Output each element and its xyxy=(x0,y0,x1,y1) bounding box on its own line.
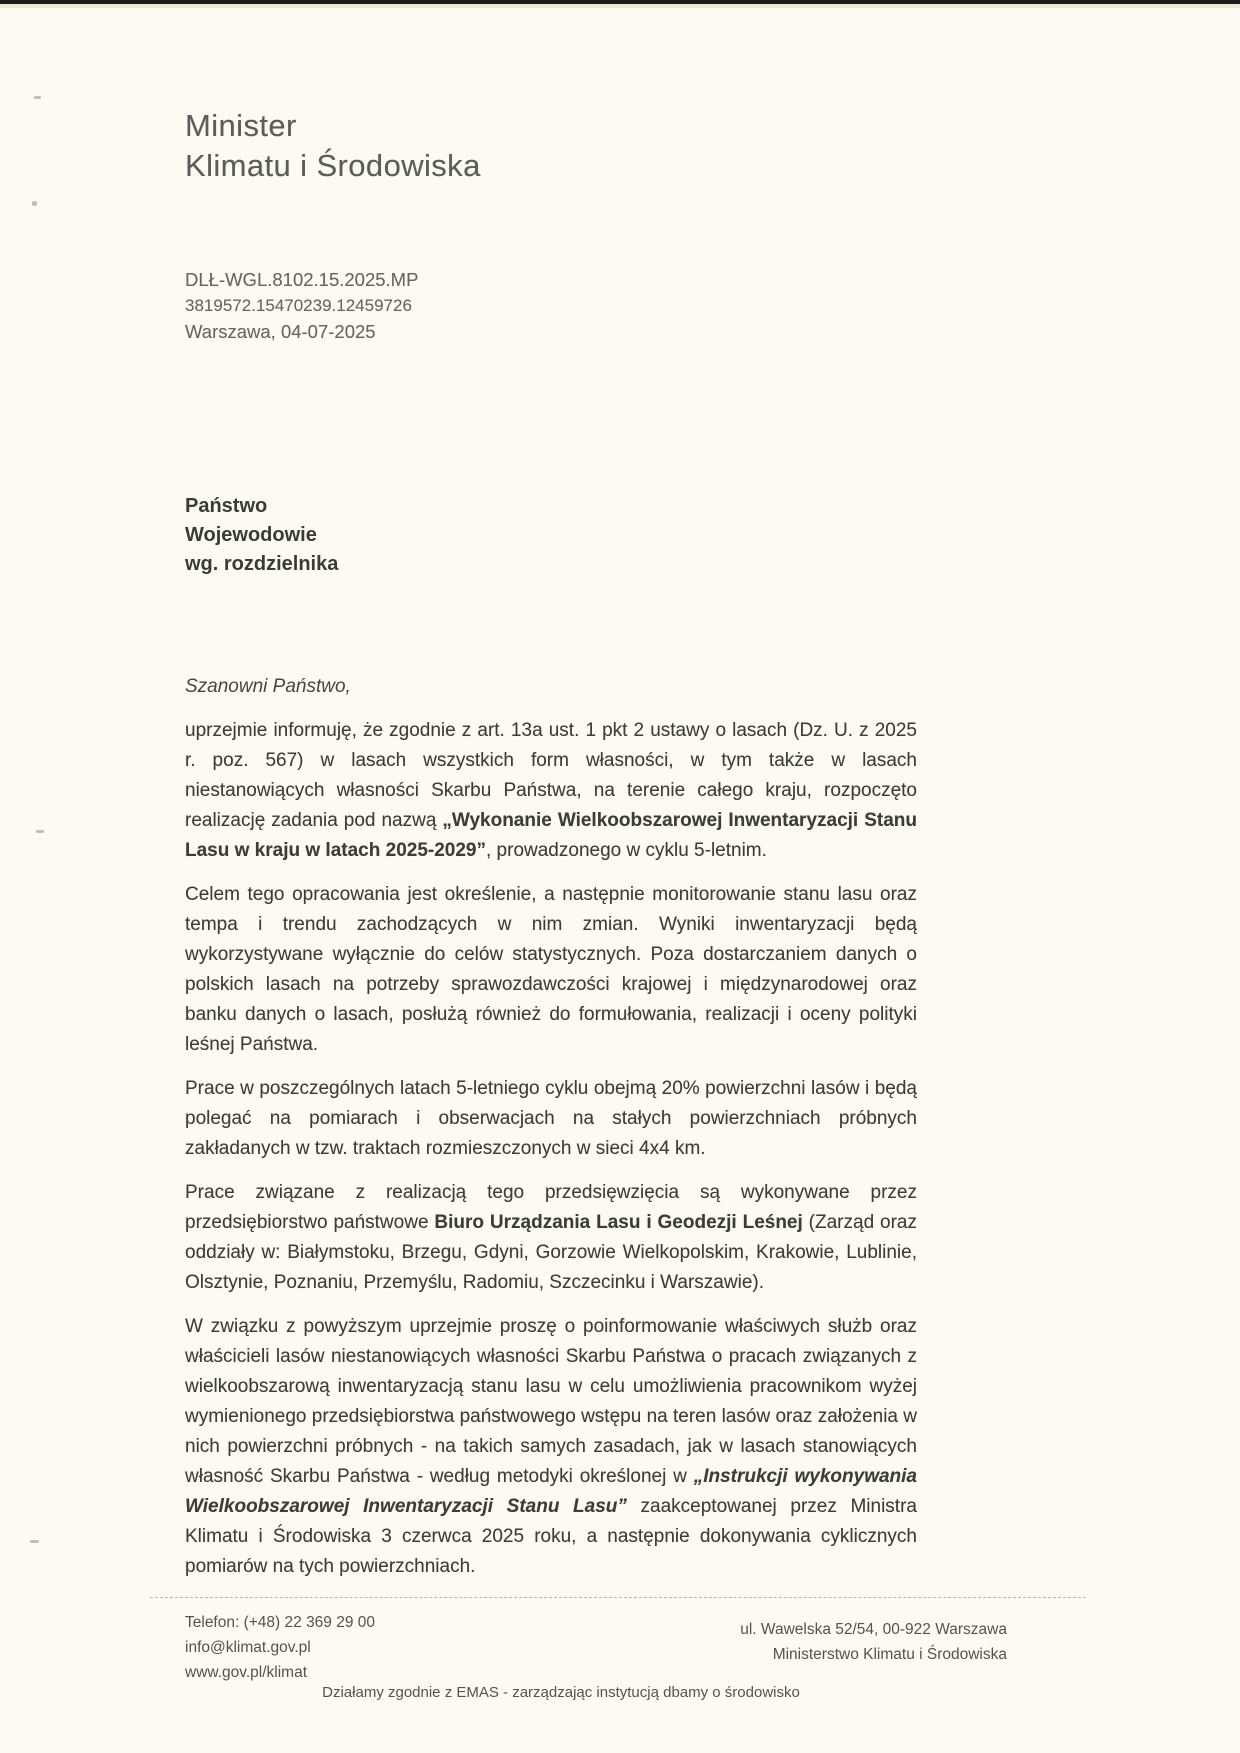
footer-contact-block xyxy=(185,1610,375,1685)
case-number: DLŁ-WGL.8102.15.2025.MP xyxy=(185,269,419,290)
text-segment: (Zarząd oraz oddziały w: Białymstoku, Brzegu, Gdyni, Gorzowie Wielkopolskim, Krakowie, Lublinie, Olsztynie, Poznaniu, Przemyślu, Radomiu, Szczecinku i Warszawie). xyxy=(185,1212,917,1293)
paragraph xyxy=(185,1312,917,1582)
salutation: Szanowni Państwo, xyxy=(185,676,351,697)
letterhead-line2: Klimatu i Środowiska xyxy=(185,148,481,183)
paragraph xyxy=(185,716,917,866)
text-segment: Biuro Urządzania Lasu i Geodezji Leśnej xyxy=(434,1212,803,1233)
footer-email: info@klimat.gov.pl xyxy=(185,1639,311,1656)
recipient-line: Wojewodowie xyxy=(185,524,317,546)
footer-address-line2: Ministerstwo Klimatu i Środowiska xyxy=(772,1646,1007,1663)
place-and-date: Warszawa, 04-07-2025 xyxy=(185,321,376,342)
text-segment: Celem tego opracowania jest określenie, a następnie monitorowanie stanu lasu oraz tempa i trendu zachodzących w nim zmian. Wyniki inwentaryzacji będą wykorzystywane wyłącznie do celów statystycznych. Poza dostarczaniem danych o polskich lasach na potrzeby sprawozdawczości krajowej i międzynarodowej oraz banku danych o lasach, posłużą również do formułowania, realizacji i oceny polityki leśnej Państwa. xyxy=(185,884,917,1055)
text-segment: Prace w poszczególnych latach 5-letniego cyklu obejmą 20% powierzchni lasów i będą polegać na pomiarach i obserwacjach na stałych powierzchniach próbnych zakładanych w tzw. traktach rozmieszczonych w sieci 4x4 km. xyxy=(185,1078,917,1159)
footer-divider xyxy=(150,1597,1086,1598)
scan-speck xyxy=(32,201,37,206)
text-segment: Prace związane z realizacją tego przedsięwzięcia są wykonywane przez przedsiębiorstwo państwowe xyxy=(185,1182,917,1233)
scan-speck xyxy=(36,830,44,833)
footer-address-block xyxy=(607,1617,1007,1667)
internal-id: 3819572.15470239.12459726 xyxy=(185,296,412,315)
letterhead-line1: Minister xyxy=(185,108,297,143)
recipient-line: wg. rozdzielnika xyxy=(185,553,339,575)
paragraph xyxy=(185,1178,917,1298)
scan-speck xyxy=(30,1540,39,1543)
recipient-line: Państwo xyxy=(185,495,268,517)
text-segment: uprzejmie informuję, że zgodnie z art. 13a ust. 1 pkt 2 ustawy o lasach (Dz. U. z 2025 r. poz. 567) w lasach wszystkich form własności, w tym także w lasach niestanowiących własności Skarbu Państwa, na terenie całego kraju, rozpoczęto realizację zadania pod nazwą xyxy=(185,720,917,831)
text-segment: zaakceptowanej przez Ministra Klimatu i Środowiska 3 czerwca 2025 roku, a następnie dokonywania cyklicznych pomiarów na tych powierzchniach. xyxy=(185,1496,917,1577)
reference-block xyxy=(185,267,418,345)
scan-edge-artifact xyxy=(0,4,1240,8)
text-segment: W związku z powyższym uprzejmie proszę o poinformowanie właściwych służb oraz właścicieli lasów niestanowiących własności Skarbu Państwa o pracach związanych z wielkoobszarową inwentaryzacją stanu lasu w celu umożliwienia pracownikom wyżej wymienionego przedsiębiorstwa państwowego wstępu na teren lasów oraz założenia w nich powierzchni próbnych - na takich samych zasadach, jak w lasach stanowiących własność Skarbu Państwa - według metodyki określonej w xyxy=(185,1316,917,1487)
text-segment: „Wykonanie Wielkoobszarowej Inwentaryzacji Stanu Lasu w kraju w latach 2025-2029” xyxy=(185,810,917,861)
letterhead-title xyxy=(185,106,481,186)
footer-phone: Telefon: (+48) 22 369 29 00 xyxy=(185,1614,376,1631)
text-segment: „Instrukcji wykonywania Wielkoobszarowej Inwentaryzacji Stanu Lasu” xyxy=(185,1466,917,1517)
footer-website: www.gov.pl/klimat xyxy=(185,1664,308,1681)
text-segment: , prowadzonego w cyklu 5-letnim. xyxy=(486,840,767,861)
recipient-block xyxy=(185,492,338,579)
footer-address-line1: ul. Wawelska 52/54, 00-922 Warszawa xyxy=(740,1621,1007,1638)
letter-body xyxy=(185,716,917,1596)
paragraph xyxy=(185,880,917,1060)
scan-speck xyxy=(34,96,41,99)
paragraph xyxy=(185,1074,917,1164)
footer-emas-note: Działamy zgodnie z EMAS - zarządzając instytucją dbamy o środowisko xyxy=(322,1684,800,1701)
